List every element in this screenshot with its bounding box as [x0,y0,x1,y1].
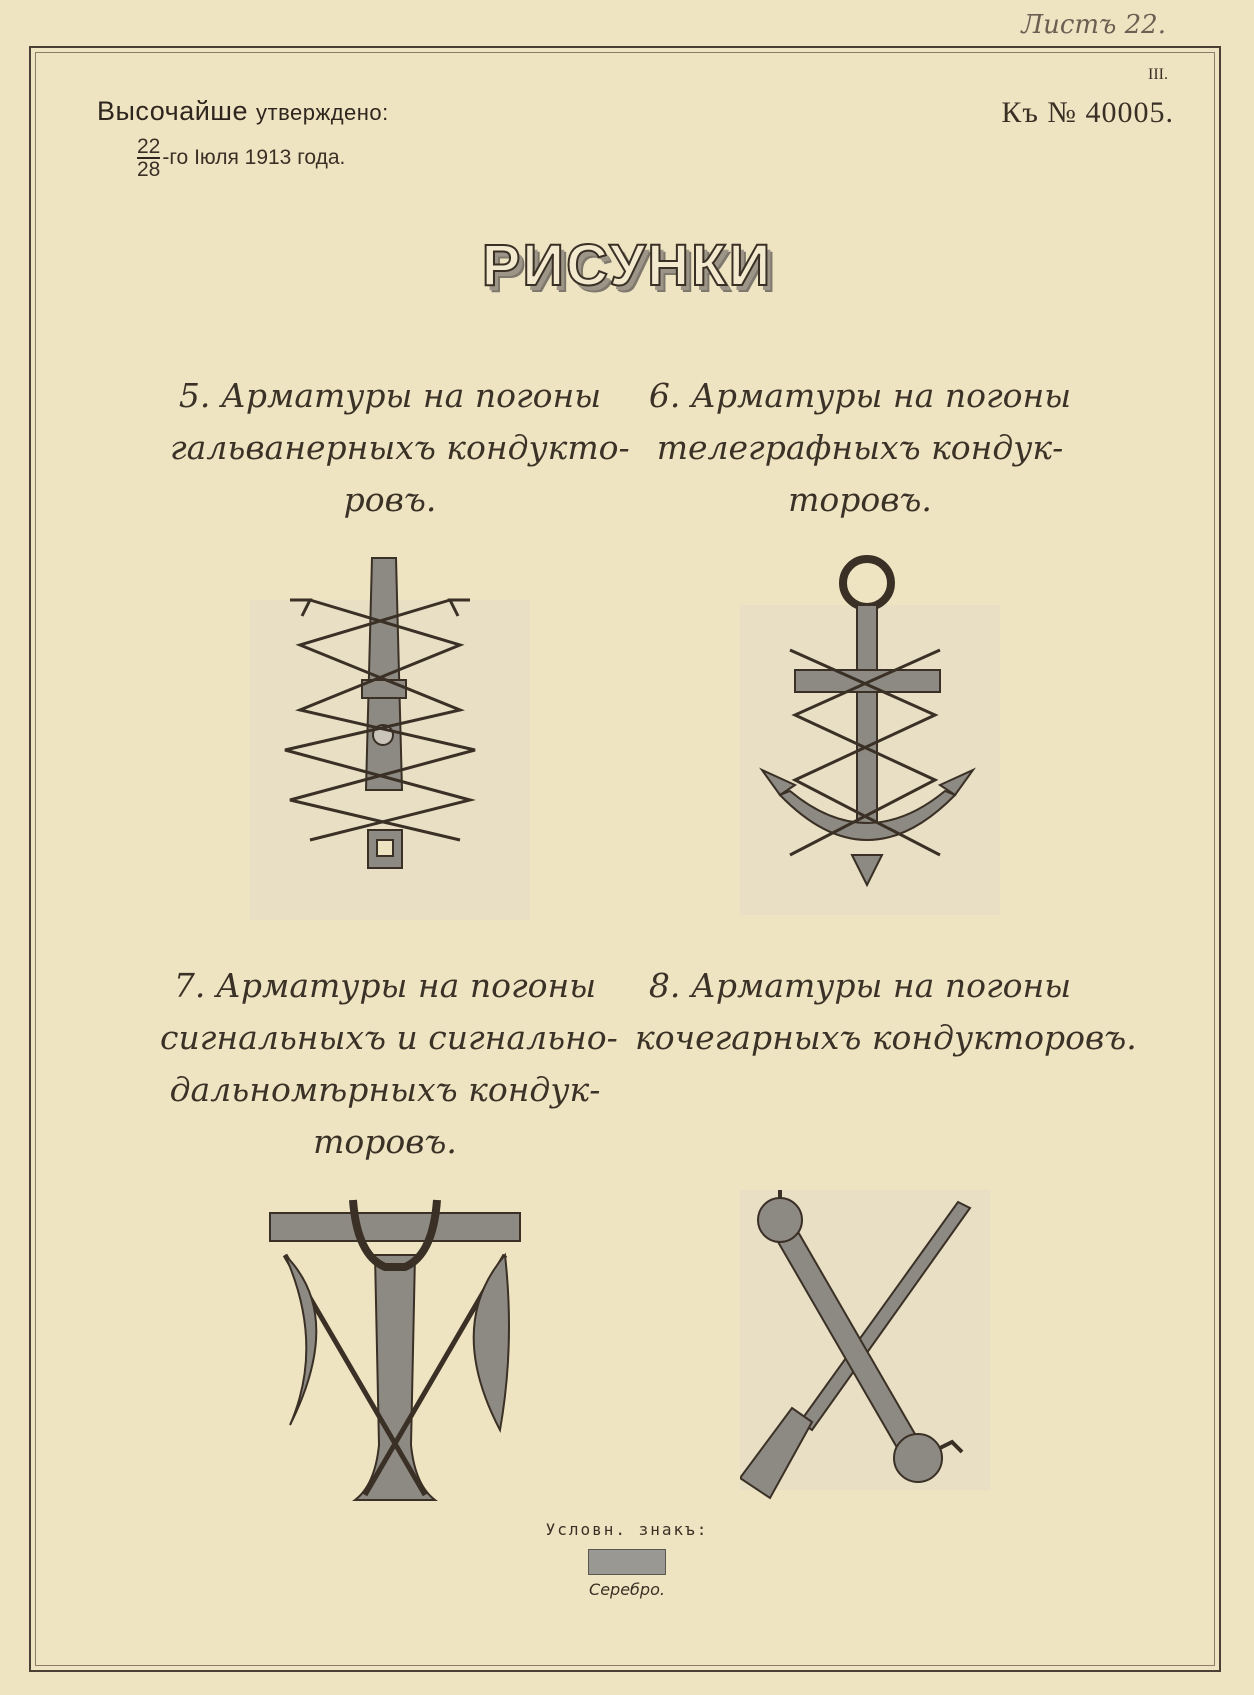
caption-line: 5. Арматуры на погоны [178,376,602,415]
approval-word-small: утверждено: [256,100,389,125]
approval-date [137,136,345,180]
caption-line: торовъ. [788,480,932,519]
galvaniser-insignia-figure [250,540,530,920]
approval-line [97,96,389,127]
legend-swatch-silver [588,1549,666,1575]
signalman-insignia-figure [265,1195,535,1505]
approval-block [97,96,389,181]
date-denominator: 28 [137,158,161,181]
caption-8 [635,960,1137,1064]
caption-line: кочегарныхъ кондукторовъ. [635,1018,1137,1057]
legend-label: Условн. знакъ: [545,1520,709,1539]
legend-value: Серебро. [589,1580,665,1599]
caption-line: сигнальныхъ и сигнально- [160,1018,618,1057]
caption-line: 6. Арматуры на погоны [648,376,1072,415]
date-fraction [137,136,160,180]
caption-line: гальванерныхъ кондукто- [170,428,630,467]
caption-line: торовъ. [313,1122,457,1161]
document-number: Къ № 40005. [1001,96,1174,129]
caption-6 [645,370,1075,526]
caption-line: 8. Арматуры на погоны [648,966,1072,1005]
date-numerator: 22 [137,135,161,158]
page-title: РИСУНКИ [481,233,773,298]
caption-line: ровъ. [343,480,437,519]
sheet-label: Листъ 22. [1021,10,1166,40]
caption-5 [170,370,630,526]
stoker-insignia-figure [740,1190,990,1510]
caption-7 [160,960,618,1168]
telegraph-insignia-figure [740,555,1000,915]
roman-numeral: III. [1148,66,1168,83]
caption-line: дальномѣрныхъ кондук- [169,1070,601,1109]
caption-line: 7. Арматуры на погоны [173,966,597,1005]
caption-line: телеграфныхъ кондук- [656,428,1064,467]
approval-word: Высочайше [97,96,248,126]
date-rest: -го Іюля 1913 года. [162,146,346,169]
